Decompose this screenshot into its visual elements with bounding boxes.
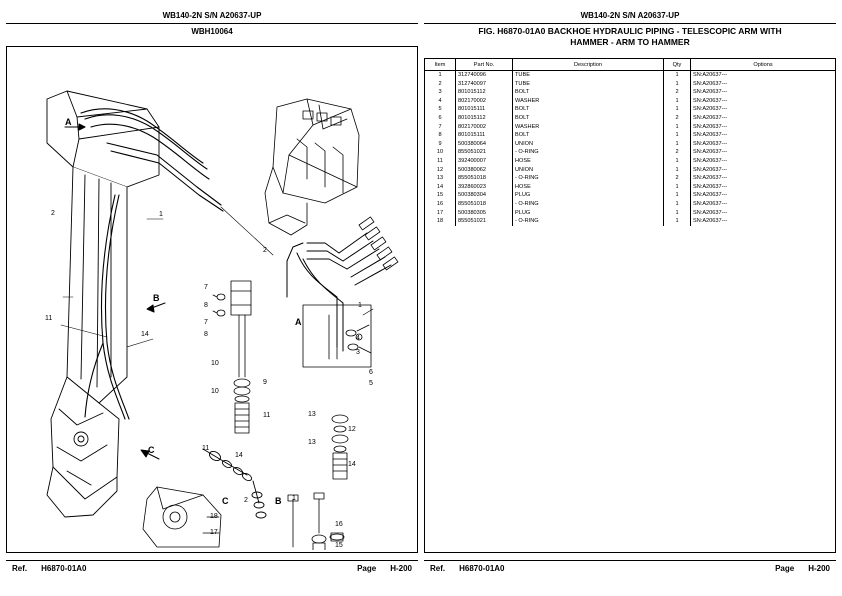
table-row — [425, 114, 835, 123]
right-footer-ref-value: H6870-01A0 — [459, 564, 505, 573]
cell-description: WASHER — [513, 123, 664, 132]
table-row — [425, 174, 835, 183]
cell-description: BOLT — [513, 105, 664, 114]
table-row — [425, 217, 835, 226]
cell-item: 6 — [425, 114, 456, 123]
table-row — [425, 166, 835, 175]
right-page-header — [424, 8, 836, 48]
left-footer-rule — [6, 560, 418, 561]
telescopic-arm-body — [47, 91, 159, 517]
cell-qty: 1 — [664, 191, 691, 200]
parts-table-header-row — [425, 59, 835, 71]
cell-item: 7 — [425, 123, 456, 132]
balloon-1b: 1 — [358, 302, 362, 309]
cell-description: TUBE — [513, 80, 664, 89]
cell-qty: 1 — [664, 123, 691, 132]
balloon-11c: 11 — [202, 445, 210, 452]
cell-qty: 2 — [664, 174, 691, 183]
cell-part-no: 500380064 — [456, 140, 513, 149]
balloon-2: 2 — [51, 210, 55, 217]
section-callout-a: A — [65, 117, 72, 127]
col-header-part-no: Part No. — [456, 59, 513, 71]
balloon-13b: 13 — [308, 439, 316, 446]
balloon-11b: 11 — [263, 412, 271, 419]
cell-options: SN:A20637--- — [693, 97, 728, 104]
right-footer-rule — [424, 560, 836, 561]
balloon-10: 10 — [211, 360, 219, 367]
balloon-9: 9 — [263, 379, 267, 386]
right-page-panel — [424, 8, 836, 588]
table-row — [425, 157, 835, 166]
cell-description: TUBE — [513, 71, 664, 80]
cell-options: SN:A20637--- — [693, 175, 728, 182]
cell-description: BOLT — [513, 88, 664, 97]
left-footer-page-label: Page — [357, 564, 377, 573]
cell-description: WASHER — [513, 97, 664, 106]
balloon-12: 12 — [348, 426, 356, 433]
right-footer-page-label: Page — [775, 564, 795, 573]
col-header-qty: Qty — [664, 59, 691, 71]
upper-structure-assembly — [265, 99, 359, 235]
cell-item: 17 — [425, 209, 456, 218]
drawing-frame — [6, 46, 418, 553]
cell-options: SN:A20637--- — [693, 200, 728, 207]
cell-part-no: 392860023 — [456, 183, 513, 192]
cell-options: SN:A20637--- — [693, 218, 728, 225]
col-header-item: Item — [425, 59, 456, 71]
balloon-11: 11 — [45, 315, 53, 322]
cell-item: 18 — [425, 217, 456, 226]
cell-options: SN:A20637--- — [693, 166, 728, 173]
cell-part-no: 500380062 — [456, 166, 513, 175]
cell-qty: 2 — [664, 114, 691, 123]
cell-qty: 2 — [664, 148, 691, 157]
table-row — [425, 71, 835, 80]
cell-description: - O-RING — [513, 148, 664, 157]
balloon-14c: 14 — [235, 452, 243, 459]
balloon-7b: 7 — [204, 319, 208, 326]
balloon-7: 7 — [204, 284, 208, 291]
cell-description: PLUG — [513, 209, 664, 218]
left-header-model: WB140-2N S/N A20637-UP — [162, 11, 262, 20]
balloon-14: 14 — [141, 331, 149, 338]
cell-qty: 1 — [664, 157, 691, 166]
right-footer-page-value: H-200 — [808, 564, 830, 573]
cell-options: SN:A20637--- — [693, 157, 728, 164]
parts-table-head — [425, 59, 835, 71]
cell-qty: 1 — [664, 97, 691, 106]
cell-qty: 1 — [664, 140, 691, 149]
cell-description: UNION — [513, 166, 664, 175]
balloon-16: 16 — [335, 521, 343, 528]
cell-options: SN:A20637--- — [693, 183, 728, 190]
cell-item: 3 — [425, 88, 456, 97]
clamp-assembly — [213, 281, 251, 433]
cell-item: 13 — [425, 174, 456, 183]
cell-description: BOLT — [513, 114, 664, 123]
cell-item: 12 — [425, 166, 456, 175]
left-footer-ref-label: Ref. — [12, 564, 28, 573]
right-header-title-line2: HAMMER - ARM TO HAMMER — [570, 37, 690, 47]
balloon-8: 8 — [204, 302, 208, 309]
cell-part-no: 855051021 — [456, 217, 513, 226]
cell-item: 11 — [425, 157, 456, 166]
cell-item: 4 — [425, 97, 456, 106]
left-header-subtitle: WBH10064 — [191, 27, 233, 36]
table-row — [425, 183, 835, 192]
cell-options: SN:A20637--- — [693, 209, 728, 216]
cell-options: SN:A20637--- — [693, 123, 728, 130]
table-row — [425, 200, 835, 209]
cell-options: SN:A20637--- — [693, 132, 728, 139]
cell-description: - O-RING — [513, 200, 664, 209]
cell-part-no: 801015112 — [456, 114, 513, 123]
cell-description: - O-RING — [513, 174, 664, 183]
table-row — [425, 148, 835, 157]
left-footer-ref-value: H6870-01A0 — [41, 564, 87, 573]
hydraulic-piping-drawing — [7, 47, 417, 552]
cell-part-no: 500380304 — [456, 191, 513, 200]
balloon-6: 6 — [369, 369, 373, 376]
left-page-header — [6, 8, 418, 37]
balloon-10b: 10 — [211, 388, 219, 395]
cell-part-no: 801015112 — [456, 88, 513, 97]
cell-qty: 1 — [664, 183, 691, 192]
cell-qty: 1 — [664, 166, 691, 175]
cell-part-no: 802170002 — [456, 123, 513, 132]
cell-part-no: 801015111 — [456, 131, 513, 140]
cell-part-no: 802170002 — [456, 97, 513, 106]
cell-options: SN:A20637--- — [693, 89, 728, 96]
cell-description: HOSE — [513, 157, 664, 166]
cell-item: 16 — [425, 200, 456, 209]
cell-description: - O-RING — [513, 217, 664, 226]
cell-part-no: 801015111 — [456, 105, 513, 114]
section-callout-b-detail: B — [275, 496, 282, 506]
section-callout-a-detail: A — [295, 317, 302, 327]
table-row — [425, 97, 835, 106]
cell-description: BOLT — [513, 131, 664, 140]
section-callout-c: C — [148, 445, 155, 455]
balloon-2c: 2 — [244, 497, 248, 504]
balloon-1: 1 — [159, 211, 163, 218]
parts-table — [425, 59, 835, 226]
cell-qty: 2 — [664, 88, 691, 97]
balloon-3: 3 — [356, 349, 360, 356]
table-row — [425, 80, 835, 89]
cell-qty: 1 — [664, 209, 691, 218]
table-row — [425, 123, 835, 132]
cell-part-no: 500380305 — [456, 209, 513, 218]
cell-description: PLUG — [513, 191, 664, 200]
cell-part-no: 855051018 — [456, 200, 513, 209]
cell-item: 2 — [425, 80, 456, 89]
union-oring-stack — [332, 415, 348, 479]
balloon-8b: 8 — [204, 331, 208, 338]
cell-qty: 1 — [664, 105, 691, 114]
balloon-14b: 14 — [348, 461, 356, 468]
cell-description: UNION — [513, 140, 664, 149]
balloon-17: 17 — [210, 529, 218, 536]
cell-options: SN:A20637--- — [693, 106, 728, 113]
cell-item: 14 — [425, 183, 456, 192]
cell-options: SN:A20637--- — [693, 80, 728, 87]
col-header-description: Description — [513, 59, 664, 71]
cell-qty: 1 — [664, 80, 691, 89]
cell-item: 9 — [425, 140, 456, 149]
section-callout-b: B — [153, 293, 160, 303]
table-row — [425, 140, 835, 149]
section-callout-c-detail: C — [222, 496, 229, 506]
left-page-panel — [6, 8, 418, 588]
table-row — [425, 191, 835, 200]
balloon-15: 15 — [335, 542, 343, 549]
cell-description: HOSE — [513, 183, 664, 192]
table-row — [425, 105, 835, 114]
cell-options: SN:A20637--- — [693, 72, 728, 78]
balloon-2b: 2 — [263, 247, 267, 254]
cell-options: SN:A20637--- — [693, 114, 728, 121]
cell-item: 5 — [425, 105, 456, 114]
table-row — [425, 131, 835, 140]
balloon-13: 13 — [308, 411, 316, 418]
parts-table-frame — [424, 58, 836, 553]
col-header-options: Options — [691, 59, 836, 71]
table-row — [425, 88, 835, 97]
cell-qty: 1 — [664, 71, 691, 80]
right-header-model: WB140-2N S/N A20637-UP — [580, 11, 680, 20]
cell-item: 15 — [425, 191, 456, 200]
balloon-1c: 1 — [292, 495, 296, 502]
cell-qty: 1 — [664, 217, 691, 226]
cell-part-no: 312740097 — [456, 80, 513, 89]
right-header-title-line1: FIG. H6870-01A0 BACKHOE HYDRAULIC PIPING - TELESCOPIC ARM WITH — [478, 26, 782, 36]
balloon-4: 4 — [356, 335, 360, 342]
cell-qty: 1 — [664, 200, 691, 209]
cell-options: SN:A20637--- — [693, 140, 728, 147]
left-footer-page-value: H-200 — [390, 564, 412, 573]
cell-part-no: 312740096 — [456, 71, 513, 80]
cell-part-no: 392400007 — [456, 157, 513, 166]
cell-options: SN:A20637--- — [693, 192, 728, 199]
parts-table-body — [425, 71, 835, 226]
cell-part-no: 855051021 — [456, 148, 513, 157]
table-row — [425, 209, 835, 218]
right-page-footer — [424, 560, 836, 580]
cell-item: 8 — [425, 131, 456, 140]
left-page-footer — [6, 560, 418, 580]
cell-qty: 1 — [664, 131, 691, 140]
right-footer-ref-label: Ref. — [430, 564, 446, 573]
balloon-18: 18 — [210, 513, 218, 520]
tube-bundle — [287, 217, 398, 351]
cell-part-no: 855051018 — [456, 174, 513, 183]
cell-item: 1 — [425, 71, 456, 80]
cell-options: SN:A20637--- — [693, 149, 728, 156]
balloon-5: 5 — [369, 380, 373, 387]
cell-item: 10 — [425, 148, 456, 157]
